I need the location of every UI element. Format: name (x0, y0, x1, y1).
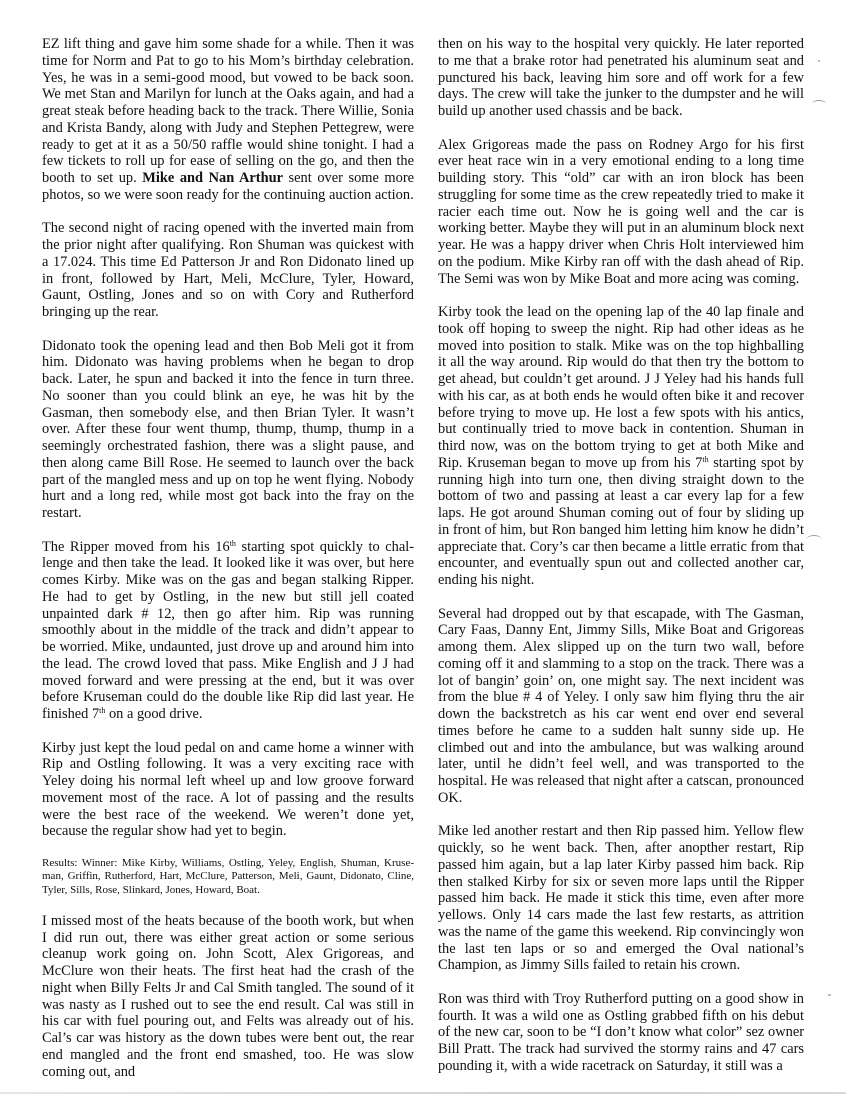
bold-name: Mike and Nan Arthur (142, 170, 283, 186)
superscript: th (99, 706, 106, 715)
left-column (42, 36, 414, 1097)
paragraph-finale (438, 304, 804, 589)
paragraph-text: EZ lift thing and gave him some shade for a while. Then it was time for Norm and Pat to go to his Mom’s birthday celebration. Yes, he was in a semi-good mood, but vowed to be back soon. We met Stan and Marilyn for lunch at the Oaks again, and had a great steak before heading back to the track. There Willie, Sonia and Krista Bandy, along with Judy and Stephen Pettegrew, were ready to get at it as a 50/50 raffle would shine tonight. I had a few tickets to roll up for ease of selling on the go, and then the booth to set up. (42, 36, 414, 186)
paragraph-didonato: Didonato took the opening lead and then Bob Meli got it from him. Didonato was having problems when he began to drop back. Later, he spun and backed it into the fence in turn three. No sooner than you could blink an eye, he was hit by the Gasman, then somebody else, and then Brian Tyler. It wasn’t over. After these four went thump, thump, thump, thump in a seemingly orchestrated fashion, there was a slight pause, and then along came Bill Rose. He seemed to launch over the back part of the mangled mess and up on top he went flying. Nobody hurt and a long red, while most got back into the fray on the restart. (42, 337, 414, 521)
page-bottom-edge (0, 1092, 846, 1094)
paragraph-text: starting spot quickly to challenge and then take the lead. It looked like it was over, but here comes Kirby. Mike was on the gas and began stalking Ripper. He had to get by Ostling, in the new but still jell coated unpainted dark # 12, then go after him. Rip was running smoothly about in the middle of the track and didn’t appear to be worried. Mike, undaunted, just drove up and around him into the lead. The crowd loved that pass. Mike English and J J had moved forward and were pressing at the end, but it was over before Kruseman could do the double like Rip did last year. He finished 7 (42, 538, 415, 722)
paragraph-heats: I missed most of the heats because of the booth work, but when I did run out, there was either great action or some serious cleanup work going on. John Scott, Alex Grigoreas, and McClure won their heats. The first heat had the crash of the night when Billy Felts Jr and Cal Smith tangled. The sound of it was nasty as I rushed out to see the end result. Cal was still in his car with fuel pouring out, and Felts was already out of his. Cal’s car was history as the down tubes were bent out, the rear end mangled and the front end smashed, too. He was slow coming out, and (42, 912, 414, 1080)
superscript: th (702, 454, 709, 464)
paragraph-booth-setup (42, 36, 414, 204)
superscript: th (229, 538, 236, 548)
paragraph-kirby-win: Kirby just kept the loud pedal on and came home a winner with Rip and Ostling following. It was a very exciting race with Yeley doing his normal left wheel up and low groove forward movement most of the race. A lot of passing and the results were the best race of the weekend. We weren’t done yet, because the regular show had yet to begin. (42, 739, 414, 840)
scan-artifact (806, 535, 822, 544)
paragraph-grigoreas: Alex Grigoreas made the pass on Rodney Argo for his first ever heat race win in a very emotional ending to a long time building story. This “old” car with an iron block has been struggling for some time as the crew repeatedly tried to make it racier each time out. Now he is going well and the car is working better. Maybe they will put in an aluminum block next year. He was a happy driver when Chris Holt interviewed him on the podium. Mike Kirby ran off with the dash ahead of Rip. The Semi was won by Mike Boat and more acing was coming. (438, 136, 804, 287)
race-results: Results: Winner: Mike Kirby, Williams, Ostling, Yeley, English, Shuman, Kruseman, Griffin, Rutherford, Hart, McClure, Patterson, Meli, Gaunt, Didonato, Cline, Tyler, Sills, Rose, Slinkard, Jones, Howard, Boat. (42, 856, 414, 896)
paragraph-text: starting spot by running high into turn one, then diving straight down to the bottom of two and passing at least a car every lap for a few laps. He got around Shuman coming out of four by sliding up in front of him, but Ron banged him letting him know he didn’t appreciate that. Cory’s car then became a little erratic from that encounter, and eventually spun out and collected another car, ending his night. (438, 454, 804, 588)
paragraph-second-night: The second night of racing opened with the inverted main from the prior night after qualifying. Ron Shuman was quickest with a 17.024. This time Ed Patterson Jr and Ron Didonato lined up in front, followed by Hart, Meli, McClure, Tyler, Howard, Gaunt, Ostling, Jones and so on with Cory and Rutherford bringing up the rear. (42, 220, 414, 320)
paragraph-ripper (42, 539, 414, 723)
paragraph-text: on a good drive. (105, 706, 203, 722)
paragraph-restart: Mike led another restart and then Rip passed him. Yellow flew quickly, so he went back. Then, after anopther restart, Rip passed him again, but a lap later Kirby passed him back. Rip then stalked Kirby for six or seven more laps until the Ripper passed him back. He made it stick this time, even after more yellows. Only 14 cars made the last few restarts, as attrition was the name of the game this weekend. Rip convincingly won the last ten laps or so and emerged the Oval national’s Champion, as Jimmy Sills failed to retain his crown. (438, 823, 804, 974)
paragraph-ron-third: Ron was third with Troy Rutherford putting on a good show in fourth. It was a wild one as Ostling grabbed fifth on his debut of the new car, soon to be “I don’t know what color” sez owner Bill Pratt. The track had survived the stormy rains and 47 cars pounding it, with a wide racetrack on Saturday, it still was a (438, 990, 804, 1074)
scan-artifact (828, 994, 831, 996)
right-column (438, 36, 804, 1091)
paragraph-text: Kirby took the lead on the opening lap of the 40 lap finale and took off hoping to sweep the night. Rip had other ideas as he moved into position to stalk. Mike was on the top highballing it all the way around. Rip would do that then try the bottom to get ahead, but couldn’t get around. J J Yeley had his hands full with his car, as at both ends he would often bike it and recover before trying to move up. He lost a few spots with his antics, but continually tried to move back in contention. Shuman in third now, was on the bottom trying to get at both Mike and Rip. Kruseman began to move up from his 7 (438, 304, 804, 471)
paragraph-text: sent over some more photos, so we were soon ready for the continuing auction action. (42, 170, 414, 203)
paragraph-text: The Ripper moved from his 16 (42, 538, 230, 555)
scan-artifact (812, 100, 826, 107)
paragraph-hospital: then on his way to the hospital very quickly. He later reported to me that a brake rotor had penetrated his aluminum seat and punctured his back, leaving him sore and off work for a few days. The crew will take the junker to the dumpster and he will build up another used chassis and be back. (438, 36, 804, 119)
paragraph-dropouts: Several had dropped out by that escapade, with The Gasman, Cary Faas, Danny Ent, Jimmy Sills, Mike Boat and Grigoreas among them. Alex slipped up on the turn two wall, before coming off it and slamming to a stop on the track. There was a lot of bangin’ goin’ on, one might say. The next incident was from the blue # 4 of Yeley. I only saw him flying thru the air down the backstretch as his car went end over end several times before he came to a sudden halt sunny side up. He climbed out and into the ambulance, but was walking around later, until he didn’t feel well, and was transported to the hospital. He was released that night after a catscan, pronounced OK. (438, 605, 804, 806)
scan-artifact (818, 60, 820, 62)
